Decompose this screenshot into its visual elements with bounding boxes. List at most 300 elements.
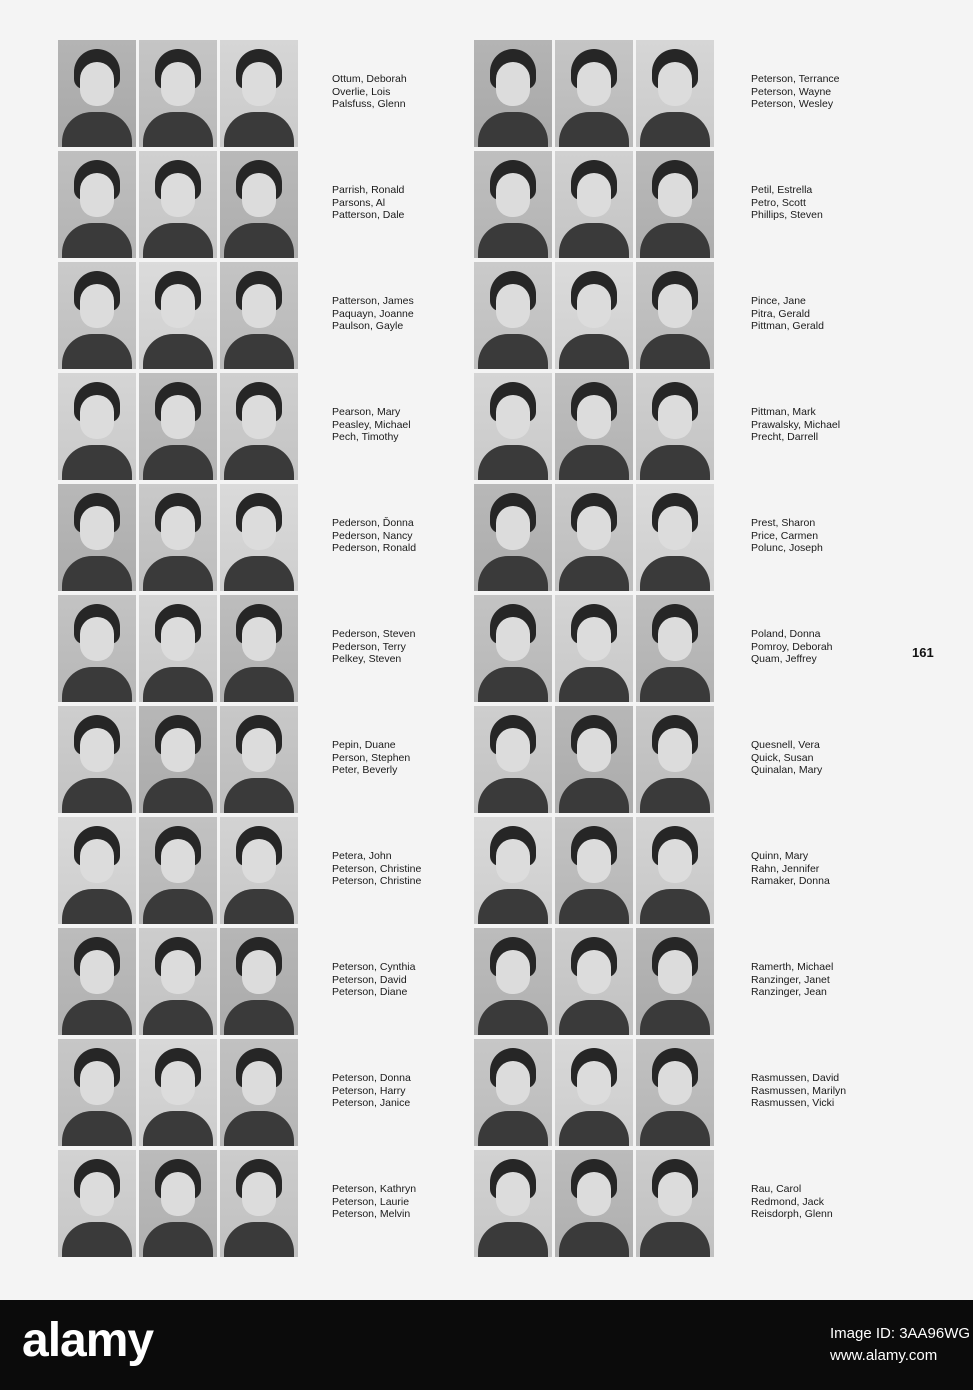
student-name: Phillips, Steven xyxy=(751,209,823,221)
portrait-body xyxy=(640,667,710,702)
student-portrait xyxy=(636,1150,714,1257)
name-caption xyxy=(332,517,416,555)
student-portrait xyxy=(474,706,552,813)
portrait-face xyxy=(161,839,195,883)
portrait-face xyxy=(161,950,195,994)
student-portrait xyxy=(474,1039,552,1146)
portrait-face xyxy=(577,284,611,328)
student-portrait xyxy=(220,817,298,924)
portrait-body xyxy=(559,556,629,591)
name-caption xyxy=(751,850,830,888)
portrait-row xyxy=(474,1150,714,1257)
student-portrait xyxy=(139,484,217,591)
portrait-body xyxy=(640,889,710,924)
student-name: Petro, Scott xyxy=(751,196,806,209)
portrait-face xyxy=(242,395,276,439)
student-portrait xyxy=(139,1039,217,1146)
portrait-body xyxy=(224,445,294,480)
portrait-face xyxy=(496,728,530,772)
student-name: Pomroy, Deborah xyxy=(751,640,833,653)
portrait-body xyxy=(143,667,213,702)
portrait-row xyxy=(474,373,714,480)
name-caption xyxy=(751,961,833,999)
student-name: Ranzinger, Janet xyxy=(751,973,830,986)
student-portrait xyxy=(139,262,217,369)
student-portrait xyxy=(220,484,298,591)
student-portrait xyxy=(555,1039,633,1146)
student-name: Pederson, Nancy xyxy=(332,529,413,542)
portrait-face xyxy=(161,1172,195,1216)
portrait-body xyxy=(559,1222,629,1257)
student-name: Reisdorph, Glenn xyxy=(751,1208,833,1220)
name-caption xyxy=(332,295,414,333)
student-name: Peterson, Donna xyxy=(332,1072,411,1084)
student-portrait xyxy=(474,595,552,702)
student-name: Palsfuss, Glenn xyxy=(332,98,406,110)
student-name: Peasley, Michael xyxy=(332,418,411,431)
portrait-face xyxy=(496,1172,530,1216)
student-portrait xyxy=(555,484,633,591)
student-portrait xyxy=(220,151,298,258)
student-name: Parsons, Al xyxy=(332,196,386,209)
student-name: Rasmussen, Marilyn xyxy=(751,1084,847,1097)
student-name: Pech, Timothy xyxy=(332,431,399,443)
portrait-body xyxy=(224,667,294,702)
student-portrait xyxy=(474,817,552,924)
student-name: Prawalsky, Michael xyxy=(751,418,841,431)
portrait-face xyxy=(80,839,114,883)
student-portrait xyxy=(555,706,633,813)
student-name: Ottum, Deborah xyxy=(332,73,407,85)
portrait-face xyxy=(496,395,530,439)
portrait-row xyxy=(58,151,298,258)
portrait-body xyxy=(62,1222,132,1257)
portrait-row xyxy=(474,484,714,591)
student-portrait xyxy=(474,151,552,258)
portrait-body xyxy=(224,1222,294,1257)
student-name: Pitra, Gerald xyxy=(751,307,810,320)
portrait-face xyxy=(80,173,114,217)
portrait-body xyxy=(62,1111,132,1146)
portrait-face xyxy=(658,1061,692,1105)
portrait-row xyxy=(474,817,714,924)
student-portrait xyxy=(555,595,633,702)
student-portrait xyxy=(555,817,633,924)
name-caption xyxy=(751,1183,833,1221)
student-name: Petil, Estrella xyxy=(751,184,813,196)
portrait-face xyxy=(658,950,692,994)
portrait-face xyxy=(161,617,195,661)
student-name: Patterson, James xyxy=(332,295,414,307)
portrait-face xyxy=(242,62,276,106)
student-portrait xyxy=(220,40,298,147)
portrait-face xyxy=(496,173,530,217)
portrait-body xyxy=(478,445,548,480)
portrait-face xyxy=(80,62,114,106)
portrait-body xyxy=(559,778,629,813)
portrait-body xyxy=(62,778,132,813)
student-portrait xyxy=(58,1039,136,1146)
student-name: Peter, Beverly xyxy=(332,764,398,776)
portrait-face xyxy=(658,839,692,883)
student-name: Price, Carmen xyxy=(751,529,819,542)
student-name: Paulson, Gayle xyxy=(332,320,404,332)
student-portrait xyxy=(58,373,136,480)
student-name: Person, Stephen xyxy=(332,751,411,764)
portrait-row xyxy=(474,262,714,369)
student-portrait xyxy=(58,817,136,924)
page-number: 161 xyxy=(912,645,934,660)
portrait-face xyxy=(496,1061,530,1105)
student-name: Peterson, Cynthia xyxy=(332,961,416,973)
student-portrait xyxy=(636,817,714,924)
portrait-face xyxy=(242,617,276,661)
portrait-face xyxy=(496,950,530,994)
portrait-face xyxy=(161,395,195,439)
student-name: Pelkey, Steven xyxy=(332,653,402,665)
student-name: Patterson, Dale xyxy=(332,209,405,221)
portrait-body xyxy=(478,112,548,147)
student-name: Prest, Sharon xyxy=(751,517,816,529)
portrait-body xyxy=(224,1111,294,1146)
portrait-face xyxy=(658,728,692,772)
portrait-face xyxy=(80,617,114,661)
portrait-face xyxy=(658,284,692,328)
portrait-row xyxy=(474,928,714,1035)
portrait-face xyxy=(242,728,276,772)
portrait-face xyxy=(242,284,276,328)
portrait-row xyxy=(474,706,714,813)
portrait-face xyxy=(161,173,195,217)
student-portrait xyxy=(58,40,136,147)
student-name: Overlie, Lois xyxy=(332,85,391,98)
portrait-body xyxy=(640,1111,710,1146)
student-name: Pederson, Ronald xyxy=(332,542,417,554)
student-name: Pepin, Duane xyxy=(332,739,396,751)
portrait-body xyxy=(143,1000,213,1035)
name-caption xyxy=(751,406,840,444)
portrait-body xyxy=(224,334,294,369)
student-name: Ranzinger, Jean xyxy=(751,986,827,998)
portrait-face xyxy=(658,173,692,217)
student-name: Quinn, Mary xyxy=(751,850,809,862)
portrait-body xyxy=(224,889,294,924)
portrait-face xyxy=(658,1172,692,1216)
portrait-body xyxy=(143,1111,213,1146)
portrait-face xyxy=(577,506,611,550)
student-portrait xyxy=(636,706,714,813)
portrait-body xyxy=(224,778,294,813)
portrait-face xyxy=(80,506,114,550)
portrait-face xyxy=(658,506,692,550)
student-name: Precht, Darrell xyxy=(751,431,819,443)
portrait-body xyxy=(478,778,548,813)
portrait-face xyxy=(577,617,611,661)
student-portrait xyxy=(636,595,714,702)
name-caption xyxy=(751,295,824,333)
name-caption xyxy=(332,961,415,999)
portrait-face xyxy=(161,506,195,550)
portrait-face xyxy=(80,728,114,772)
student-name: Rasmussen, David xyxy=(751,1072,840,1084)
student-portrait xyxy=(474,484,552,591)
portrait-body xyxy=(62,556,132,591)
student-name: Peterson, Diane xyxy=(332,986,408,998)
student-portrait xyxy=(555,262,633,369)
portrait-row xyxy=(474,151,714,258)
portrait-body xyxy=(224,1000,294,1035)
student-name: Rahn, Jennifer xyxy=(751,862,820,875)
portrait-face xyxy=(496,284,530,328)
portrait-face xyxy=(242,1061,276,1105)
portrait-row xyxy=(58,40,298,147)
portrait-body xyxy=(559,112,629,147)
portrait-body xyxy=(143,334,213,369)
name-caption xyxy=(332,184,404,222)
portrait-body xyxy=(143,889,213,924)
portrait-body xyxy=(62,445,132,480)
student-portrait xyxy=(636,1039,714,1146)
student-portrait xyxy=(139,151,217,258)
student-portrait xyxy=(139,40,217,147)
student-portrait xyxy=(58,484,136,591)
portrait-row xyxy=(58,706,298,813)
name-caption xyxy=(332,850,421,888)
student-portrait xyxy=(139,706,217,813)
student-name: Peterson, David xyxy=(332,973,407,986)
student-portrait xyxy=(139,1150,217,1257)
portrait-body xyxy=(62,334,132,369)
portrait-face xyxy=(658,395,692,439)
portrait-body xyxy=(640,112,710,147)
portrait-row xyxy=(58,1039,298,1146)
portrait-body xyxy=(559,889,629,924)
student-name: Parrish, Ronald xyxy=(332,184,405,196)
student-portrait xyxy=(220,1150,298,1257)
student-portrait xyxy=(220,928,298,1035)
portrait-body xyxy=(478,667,548,702)
name-caption xyxy=(751,73,840,111)
portrait-body xyxy=(478,889,548,924)
portrait-face xyxy=(577,1172,611,1216)
portrait-body xyxy=(640,778,710,813)
student-name: Peterson, Christine xyxy=(332,862,422,875)
student-portrait xyxy=(139,595,217,702)
portrait-body xyxy=(143,112,213,147)
portrait-face xyxy=(496,62,530,106)
student-portrait xyxy=(555,928,633,1035)
portrait-face xyxy=(577,728,611,772)
portrait-face xyxy=(80,284,114,328)
student-portrait xyxy=(474,928,552,1035)
student-name: Pittman, Mark xyxy=(751,406,816,418)
student-portrait xyxy=(636,373,714,480)
student-portrait xyxy=(220,1039,298,1146)
student-portrait xyxy=(474,1150,552,1257)
portrait-face xyxy=(161,284,195,328)
portrait-body xyxy=(62,889,132,924)
portrait-face xyxy=(496,839,530,883)
portrait-body xyxy=(640,445,710,480)
portrait-body xyxy=(62,223,132,258)
portrait-row xyxy=(58,928,298,1035)
portrait-row xyxy=(58,1150,298,1257)
portrait-body xyxy=(478,334,548,369)
portrait-face xyxy=(161,728,195,772)
portrait-body xyxy=(640,1222,710,1257)
portrait-face xyxy=(80,395,114,439)
portrait-row xyxy=(474,40,714,147)
portrait-body xyxy=(143,1222,213,1257)
student-name: Ramaker, Donna xyxy=(751,875,830,887)
portrait-face xyxy=(161,62,195,106)
student-portrait xyxy=(636,40,714,147)
portrait-body xyxy=(143,778,213,813)
student-name: Peterson, Laurie xyxy=(332,1195,410,1208)
student-name: Pince, Jane xyxy=(751,295,806,307)
portrait-body xyxy=(559,445,629,480)
portrait-body xyxy=(224,556,294,591)
portrait-body xyxy=(62,667,132,702)
portrait-row xyxy=(474,595,714,702)
student-name: Peterson, Melvin xyxy=(332,1208,411,1220)
student-portrait xyxy=(139,373,217,480)
student-portrait xyxy=(139,817,217,924)
student-name: Pittman, Gerald xyxy=(751,320,824,332)
portrait-face xyxy=(80,1061,114,1105)
image-id-label: Image ID: 3AA96WG xyxy=(830,1325,971,1342)
portrait-body xyxy=(640,334,710,369)
student-name: Pederson, Steven xyxy=(332,628,416,640)
student-portrait xyxy=(220,373,298,480)
student-portrait xyxy=(139,928,217,1035)
student-portrait xyxy=(555,373,633,480)
name-caption xyxy=(332,628,415,666)
student-portrait xyxy=(58,706,136,813)
student-portrait xyxy=(220,706,298,813)
watermark-footer xyxy=(0,1300,973,1390)
portrait-row xyxy=(58,262,298,369)
student-name: Poland, Donna xyxy=(751,628,821,640)
student-name: Rau, Carol xyxy=(751,1183,802,1195)
portrait-face xyxy=(242,506,276,550)
portrait-body xyxy=(478,1000,548,1035)
student-portrait xyxy=(474,373,552,480)
name-caption xyxy=(751,739,822,777)
student-name: Pederson, Ďonna xyxy=(332,517,414,529)
portrait-body xyxy=(143,445,213,480)
student-name: Peterson, Wesley xyxy=(751,98,834,110)
portrait-face xyxy=(242,173,276,217)
student-name: Quinalan, Mary xyxy=(751,764,823,776)
name-caption xyxy=(332,73,407,111)
portrait-body xyxy=(478,223,548,258)
student-name: Peterson, Kathryn xyxy=(332,1183,417,1195)
student-name: Ramerth, Michael xyxy=(751,961,834,973)
portrait-face xyxy=(577,950,611,994)
portrait-body xyxy=(640,556,710,591)
student-name: Peterson, Christine xyxy=(332,875,422,887)
name-caption xyxy=(751,628,833,666)
student-name: Quesnell, Vera xyxy=(751,739,820,751)
portrait-body xyxy=(224,112,294,147)
portrait-body xyxy=(559,1000,629,1035)
alamy-logo: alamy xyxy=(22,1314,154,1367)
portrait-face xyxy=(658,62,692,106)
portrait-body xyxy=(559,334,629,369)
portrait-row xyxy=(58,484,298,591)
student-portrait xyxy=(474,40,552,147)
portrait-body xyxy=(559,667,629,702)
student-portrait xyxy=(58,151,136,258)
student-portrait xyxy=(636,151,714,258)
student-portrait xyxy=(555,40,633,147)
portrait-face xyxy=(80,950,114,994)
portrait-body xyxy=(559,223,629,258)
portrait-body xyxy=(143,223,213,258)
site-url: www.alamy.com xyxy=(830,1347,938,1364)
portrait-body xyxy=(640,223,710,258)
student-name: Pederson, Terry xyxy=(332,640,406,653)
student-name: Polunc, Joseph xyxy=(751,542,823,554)
name-caption xyxy=(751,1072,846,1110)
portrait-face xyxy=(242,950,276,994)
student-name: Peterson, Terrance xyxy=(751,73,840,85)
portrait-body xyxy=(224,223,294,258)
portrait-face xyxy=(80,1172,114,1216)
student-portrait xyxy=(636,262,714,369)
student-portrait xyxy=(58,262,136,369)
portrait-face xyxy=(577,62,611,106)
portrait-body xyxy=(143,556,213,591)
student-name: Pearson, Mary xyxy=(332,406,401,418)
student-name: Redmond, Jack xyxy=(751,1195,824,1208)
student-portrait xyxy=(58,1150,136,1257)
student-name: Peterson, Wayne xyxy=(751,85,832,98)
student-name: Quam, Jeffrey xyxy=(751,653,817,665)
portrait-body xyxy=(559,1111,629,1146)
student-portrait xyxy=(220,595,298,702)
student-name: Petera, John xyxy=(332,850,392,862)
portrait-face xyxy=(577,1061,611,1105)
student-name: Peterson, Harry xyxy=(332,1084,406,1097)
portrait-face xyxy=(496,506,530,550)
student-portrait xyxy=(636,484,714,591)
portrait-face xyxy=(658,617,692,661)
student-portrait xyxy=(58,928,136,1035)
portrait-body xyxy=(478,1222,548,1257)
portrait-row xyxy=(58,373,298,480)
portrait-body xyxy=(478,556,548,591)
student-name: Rasmussen, Vicki xyxy=(751,1097,835,1109)
portrait-face xyxy=(577,395,611,439)
student-portrait xyxy=(474,262,552,369)
portrait-face xyxy=(496,617,530,661)
portrait-row xyxy=(58,595,298,702)
student-name: Paquayn, Joanne xyxy=(332,307,414,320)
portrait-face xyxy=(242,839,276,883)
portrait-face xyxy=(161,1061,195,1105)
name-caption xyxy=(332,1183,416,1221)
portrait-face xyxy=(242,1172,276,1216)
portrait-row xyxy=(474,1039,714,1146)
name-caption xyxy=(332,739,410,777)
portrait-body xyxy=(62,112,132,147)
name-caption xyxy=(332,406,411,444)
name-caption xyxy=(751,517,823,555)
student-portrait xyxy=(555,1150,633,1257)
student-portrait xyxy=(58,595,136,702)
